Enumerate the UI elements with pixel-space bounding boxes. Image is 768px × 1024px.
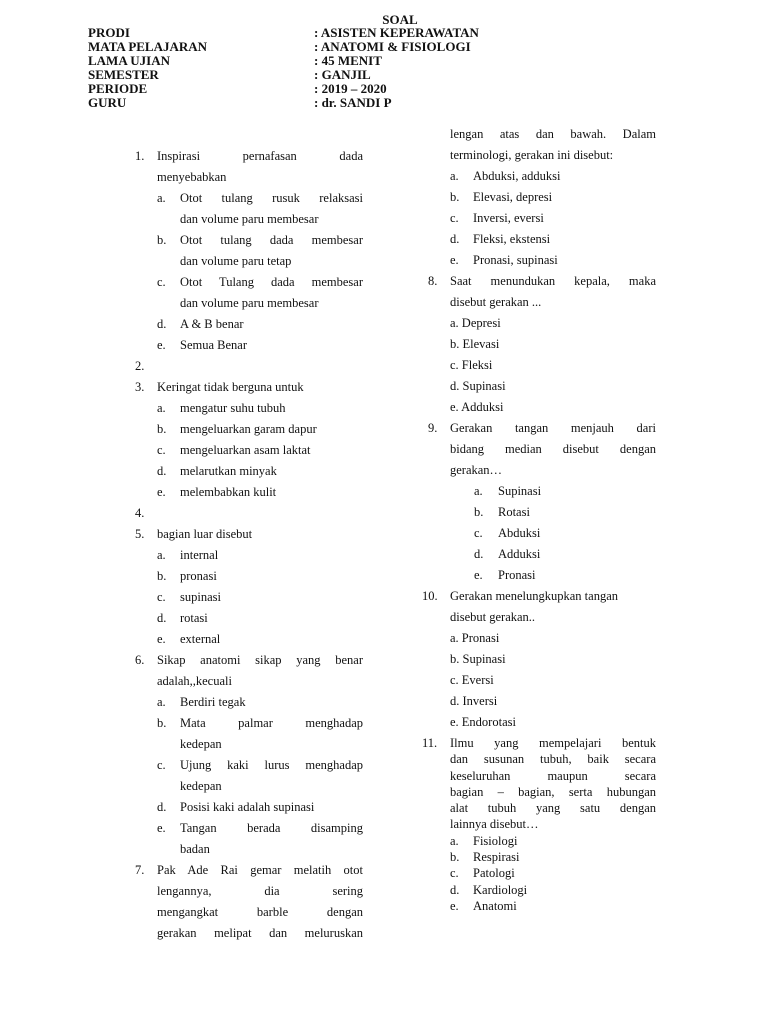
header-value: : ASISTEN KEPERAWATAN [314, 25, 479, 40]
question-text: bagian – bagian, serta hubungan [450, 784, 656, 799]
option-text: a. Depresi [450, 316, 501, 330]
option-label: c. [157, 443, 166, 457]
option-text: dan volume paru membesar [180, 296, 319, 310]
option-text: internal [180, 548, 219, 562]
option-a [135, 545, 363, 566]
option-a [428, 313, 656, 334]
header-label: LAMA UJIAN [88, 53, 170, 68]
question-number: 8. [428, 274, 438, 288]
header-label: SEMESTER [88, 67, 159, 82]
option-label: a. [157, 548, 166, 562]
option-c [135, 440, 363, 461]
question-number: 10. [422, 589, 438, 603]
option-text: kedepan [180, 737, 222, 751]
option-text: Elevasi, depresi [473, 190, 553, 204]
question-9 [428, 418, 656, 439]
option-text: Mata palmar menghadap [180, 716, 363, 730]
option-e [135, 818, 363, 839]
option-d [428, 544, 656, 565]
option-text: external [180, 632, 221, 646]
option-label: c. [474, 526, 483, 540]
option-label: a. [474, 484, 483, 498]
option-text: Supinasi [498, 484, 542, 498]
question-number: 5. [135, 527, 145, 541]
option-label: a. [157, 191, 166, 205]
question-number: 6. [135, 653, 145, 667]
question-text: Sikap anatomi sikap yang benar [157, 653, 363, 667]
question-text: disebut gerakan.. [450, 610, 536, 624]
header-value: : GANJIL [314, 67, 371, 82]
question-text: Gerakan menelungkupkan tangan [450, 589, 618, 603]
option-label: e. [450, 898, 459, 913]
option-text: Inversi, eversi [473, 211, 544, 225]
option-e [135, 335, 363, 356]
option-b [135, 713, 363, 734]
question-number: 1. [135, 149, 145, 163]
option-label: b. [450, 850, 460, 865]
option-a [428, 628, 656, 649]
question-text: disebut gerakan ... [450, 295, 542, 309]
option-text: b. Supinasi [450, 652, 506, 666]
option-label: b. [157, 233, 167, 247]
option-text: A & B benar [180, 317, 244, 331]
option-e [428, 712, 656, 733]
option-label: c. [157, 275, 166, 289]
option-text: Fisiologi [473, 833, 518, 848]
right-column [422, 124, 656, 914]
option-text: Pronasi, supinasi [473, 253, 558, 267]
option-text: melembabkan kulit [180, 485, 277, 499]
header-value: : ANATOMI & FISIOLOGI [314, 39, 471, 54]
option-label: a. [157, 401, 166, 415]
question-11 [422, 735, 656, 751]
option-d [135, 461, 363, 482]
option-a [428, 833, 656, 849]
option-text: e. Endorotasi [450, 715, 516, 729]
option-c [135, 587, 363, 608]
option-text: Pronasi [498, 568, 536, 582]
option-c [428, 865, 656, 881]
option-label: d. [157, 317, 167, 331]
option-c [428, 208, 656, 229]
option-text: Respirasi [473, 850, 520, 865]
option-text: Fleksi, ekstensi [473, 232, 551, 246]
question-text: menyebabkan [157, 170, 227, 184]
option-label: b. [157, 569, 167, 583]
question-1 [135, 146, 363, 167]
question-text: lainnya disebut… [450, 817, 539, 832]
option-b [428, 187, 656, 208]
question-text: gerakan melipat dan meluruskan [157, 926, 363, 940]
option-e [428, 898, 656, 914]
option-c [428, 523, 656, 544]
question-text: dan susunan tubuh, baik secara [450, 752, 656, 767]
option-text: Berdiri tegak [180, 695, 246, 709]
option-text: Abduksi [498, 526, 541, 540]
question-number: 11. [422, 736, 438, 750]
option-text: e. Adduksi [450, 400, 504, 414]
question-number: 7. [135, 863, 145, 877]
option-a [428, 481, 656, 502]
question-text: lengan atas dan bawah. Dalam [450, 127, 656, 141]
option-label: a. [157, 695, 166, 709]
question-text: adalah,,kecuali [157, 674, 232, 688]
question-number: 3. [135, 380, 145, 394]
header-value: : 2019 – 2020 [314, 81, 387, 96]
question-text: Saat menundukan kepala, maka [450, 274, 656, 288]
option-e [428, 565, 656, 586]
option-text: Anatomi [473, 898, 517, 913]
option-label: d. [450, 232, 460, 246]
option-text: melarutkan minyak [180, 464, 277, 478]
option-label: b. [157, 422, 167, 436]
option-label: b. [450, 190, 460, 204]
option-text: Otot tulang rusuk relaksasi [180, 191, 363, 205]
option-text: dan volume paru membesar [180, 212, 319, 226]
option-text: rotasi [180, 611, 208, 625]
option-text: supinasi [180, 590, 221, 604]
option-c [135, 272, 363, 293]
option-d [135, 314, 363, 335]
option-text: c. Eversi [450, 673, 494, 687]
option-label: d. [157, 611, 167, 625]
question-text: Gerakan tangan menjauh dari [450, 421, 656, 435]
option-d [135, 797, 363, 818]
question-3 [135, 377, 363, 398]
option-text: mengeluarkan garam dapur [180, 422, 317, 436]
option-text: a. Pronasi [450, 631, 500, 645]
option-label: a. [450, 833, 459, 848]
question-text: Pak Ade Rai gemar melatih otot [157, 863, 363, 877]
option-text: Adduksi [498, 547, 541, 561]
question-7 [135, 860, 363, 881]
question-4 [135, 503, 363, 524]
option-b [428, 649, 656, 670]
option-b [135, 566, 363, 587]
option-text: pronasi [180, 569, 217, 583]
option-d [428, 229, 656, 250]
option-label: e. [474, 568, 483, 582]
question-text: mengangkat barble dengan [157, 905, 363, 919]
option-b [135, 230, 363, 251]
question-text: bagian luar disebut [157, 527, 253, 541]
option-label: c. [450, 211, 459, 225]
question-text: Ilmu yang mempelajari bentuk [450, 736, 656, 750]
option-label: e. [157, 632, 166, 646]
question-text: keseluruhan maupun secara [450, 768, 656, 783]
option-c [428, 355, 656, 376]
option-e [135, 482, 363, 503]
option-label: c. [157, 758, 166, 772]
option-label: d. [157, 464, 167, 478]
option-b [428, 502, 656, 523]
question-text: bidang median disebut dengan [450, 442, 656, 456]
option-label: e. [157, 485, 166, 499]
option-label: c. [450, 866, 459, 881]
question-text: gerakan… [450, 463, 503, 477]
question-5 [135, 524, 363, 545]
option-e [428, 250, 656, 271]
option-text: badan [180, 842, 210, 856]
left-column [135, 146, 363, 944]
option-text: b. Elevasi [450, 337, 500, 351]
option-a [135, 188, 363, 209]
option-label: b. [474, 505, 484, 519]
question-text: terminologi, gerakan ini disebut: [450, 148, 614, 162]
question-text: alat tubuh yang satu dengan [450, 801, 656, 816]
option-text: Ujung kaki lurus menghadap [180, 758, 363, 772]
question-number: 9. [428, 421, 438, 435]
question-text: lengannya, dia sering [157, 884, 363, 898]
option-b [428, 849, 656, 865]
option-label: d. [157, 800, 167, 814]
question-2 [135, 356, 363, 377]
option-a [135, 398, 363, 419]
option-label: e. [157, 338, 166, 352]
option-a [135, 692, 363, 713]
option-d [428, 691, 656, 712]
option-label: b. [157, 716, 167, 730]
header-value: : 45 MENIT [314, 53, 382, 68]
option-text: Rotasi [498, 505, 530, 519]
question-number: 2. [135, 359, 145, 373]
option-text: kedepan [180, 779, 222, 793]
option-text: dan volume paru tetap [180, 254, 292, 268]
option-text: c. Fleksi [450, 358, 493, 372]
option-label: e. [157, 821, 166, 835]
option-a [428, 166, 656, 187]
question-8 [428, 271, 656, 292]
option-text: Abduksi, adduksi [473, 169, 561, 183]
option-text: d. Supinasi [450, 379, 506, 393]
option-text: Semua Benar [180, 338, 247, 352]
option-label: e. [450, 253, 459, 267]
question-text: Keringat tidak berguna untuk [157, 380, 304, 394]
option-label: c. [157, 590, 166, 604]
option-text: Otot tulang dada membesar [180, 233, 363, 247]
option-e [135, 629, 363, 650]
option-label: a. [450, 169, 459, 183]
question-6 [135, 650, 363, 671]
option-d [428, 882, 656, 898]
document-title: SOAL [382, 12, 418, 27]
option-text: Posisi kaki adalah supinasi [180, 800, 315, 814]
option-text: Patologi [473, 866, 515, 881]
option-d [428, 376, 656, 397]
header-label: GURU [88, 95, 127, 110]
option-label: d. [474, 547, 484, 561]
option-b [135, 419, 363, 440]
option-text: d. Inversi [450, 694, 498, 708]
option-text: Kardiologi [473, 882, 528, 897]
option-label: d. [450, 882, 460, 897]
header-label: PERIODE [88, 81, 148, 96]
option-text: mengatur suhu tubuh [180, 401, 286, 415]
option-c [428, 670, 656, 691]
option-text: Otot Tulang dada membesar [180, 275, 363, 289]
question-10 [422, 586, 656, 607]
question-text: Inspirasi pernafasan dada [157, 149, 363, 163]
option-c [135, 755, 363, 776]
option-d [135, 608, 363, 629]
question-number: 4. [135, 506, 145, 520]
option-text: mengeluarkan asam laktat [180, 443, 311, 457]
option-e [428, 397, 656, 418]
header-label: PRODI [88, 25, 130, 40]
option-text: Tangan berada disamping [180, 821, 363, 835]
header-label: MATA PELAJARAN [88, 39, 208, 54]
option-b [428, 334, 656, 355]
header-value: : dr. SANDI P [314, 95, 392, 110]
